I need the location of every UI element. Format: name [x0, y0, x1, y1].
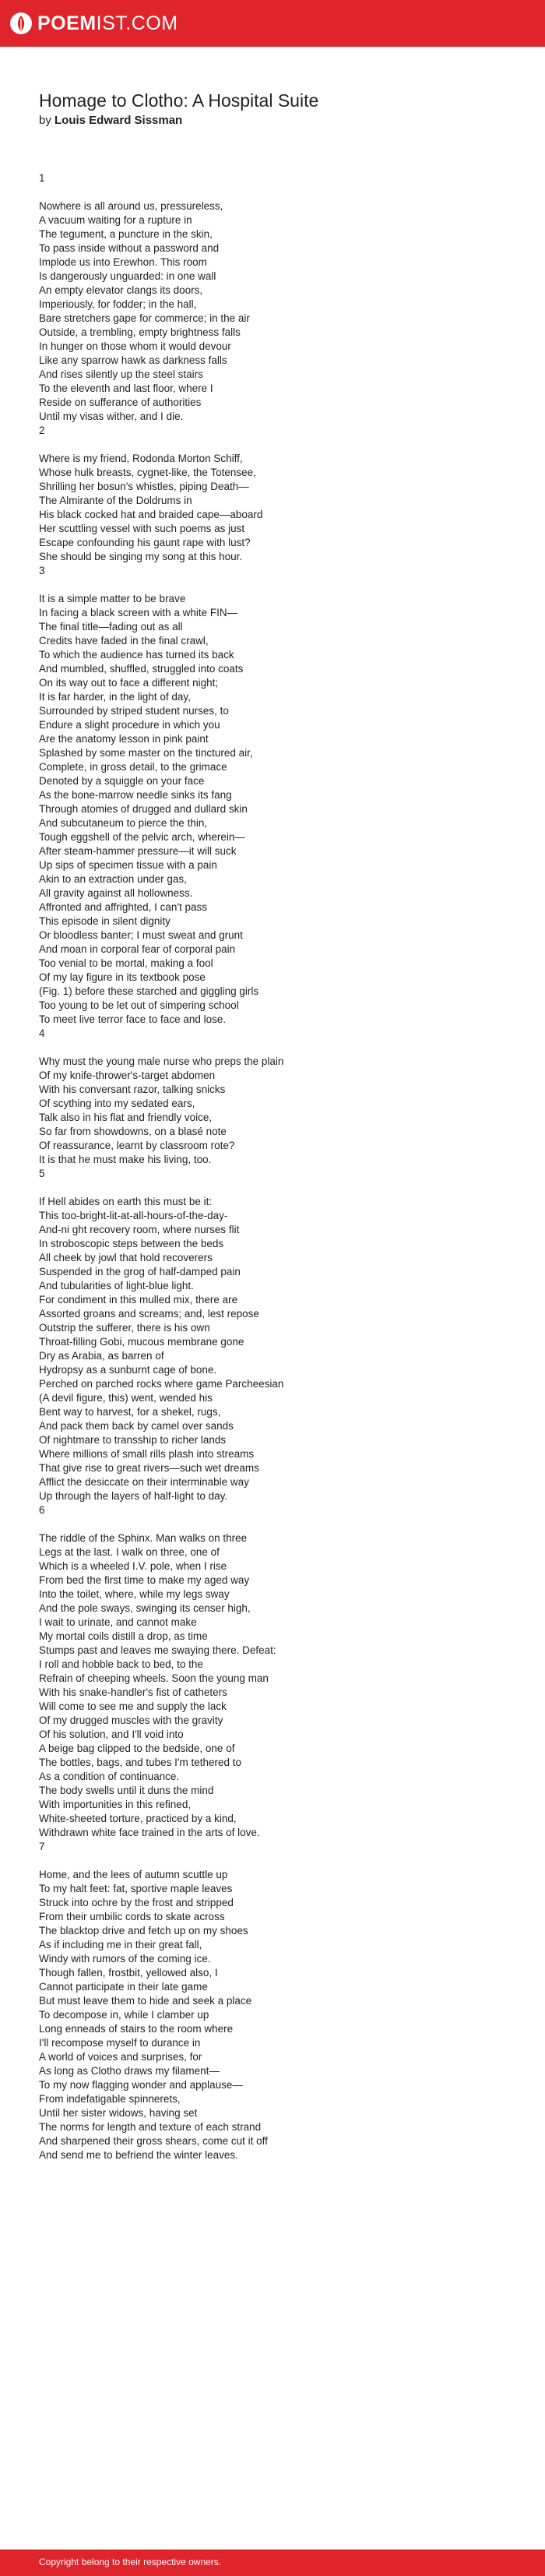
poem-line: (Fig. 1) before these starched and giggling girls: [39, 985, 259, 997]
poem-line: From their umbilic cords to skate across: [39, 1911, 225, 1922]
site-logo-text: POEMIST.COM: [37, 12, 178, 34]
section-number: 1: [39, 172, 45, 184]
poem-line: Until her sister widows, having set: [39, 2107, 198, 2119]
stanza-gap: [39, 185, 514, 199]
poem-line: And mumbled, shuffled, struggled into coats: [39, 663, 244, 675]
section-number: 5: [39, 1168, 45, 1179]
poem-line: Will come to see me and supply the lack: [39, 1700, 227, 1712]
poem-line: Up through the layers of half-light to day.: [39, 1490, 228, 1502]
poem-line: An empty elevator clangs its doors,: [39, 284, 203, 296]
poem-line: In stroboscopic steps between the beds: [39, 1238, 224, 1249]
poem-line: To my now flagging wonder and applause—: [39, 2079, 243, 2091]
stanza-gap: [39, 1517, 514, 1531]
poem-line: Withdrawn white face trained in the arts of love.: [39, 1827, 260, 1838]
site-logo[interactable]: [9, 10, 178, 37]
poem-line: Tough eggshell of the pelvic arch, wherein—: [39, 831, 245, 843]
poem-line: Windy with rumors of the coming ice.: [39, 1953, 211, 1965]
poem-line: Through atomies of drugged and dullard skin: [39, 803, 248, 815]
poem-line: Suspended in the grog of half-damped pain: [39, 1266, 241, 1277]
poem-line: Of nightmare to transship to richer lands: [39, 1434, 227, 1446]
author-link[interactable]: Louis Edward Sissman: [54, 114, 183, 127]
poem-line: In hunger on those whom it would devour: [39, 340, 231, 352]
poem-line: Long enneads of stairs to the room where: [39, 2023, 234, 2035]
poem-line: Of my drugged muscles with the gravity: [39, 1714, 223, 1726]
poem-line: And sharpened their gross shears, come cut it off: [39, 2135, 268, 2147]
poem-line: The riddle of the Sphinx. Man walks on three: [39, 1532, 248, 1544]
poem-line: Reside on sufferance of authorities: [39, 396, 202, 408]
poem-line: And tubularities of light-blue light.: [39, 1280, 194, 1292]
poem-line: With importunities in this refined,: [39, 1799, 192, 1810]
poem-line: So far from showdowns, on a blasé note: [39, 1126, 227, 1137]
poem-line: To which the audience has turned its back: [39, 649, 234, 661]
poem-line: To meet live terror face to face and lose.: [39, 1013, 227, 1025]
poem-line: Stumps past and leaves me swaying there. Defeat:: [39, 1644, 276, 1656]
poem-line: Why must the young male nurse who preps the plain: [39, 1055, 284, 1067]
poem-line: In facing a black screen with a white FIN—: [39, 607, 238, 618]
poem-line: Whose hulk breasts, cygnet-like, the Totensee,: [39, 467, 256, 478]
poem-line: Is dangerously unguarded: in one wall: [39, 270, 216, 282]
poem-line: It is that he must make his living, too.: [39, 1154, 212, 1165]
poem-line: Dry as Arabia, as barren of: [39, 1350, 164, 1362]
poem-line: Implode us into Erewhon. This room: [39, 256, 207, 268]
poem-line: His black cocked hat and braided cape—aboard: [39, 509, 263, 520]
section-number: 2: [39, 425, 45, 436]
poem-line: This too-bright-lit-at-all-hours-of-the-day-: [39, 1210, 228, 1221]
poem-line: After steam-hammer pressure—it will suck: [39, 845, 237, 857]
poem-line: Nowhere is all around us, pressureless,: [39, 200, 223, 212]
poem-line: And pack them back by camel over sands: [39, 1420, 234, 1432]
poem-line: And subcutaneum to pierce the thin,: [39, 817, 208, 829]
poem-line: Struck into ochre by the frost and stripped: [39, 1897, 234, 1908]
poem-line: Imperiously, for fodder; in the hall,: [39, 298, 197, 310]
poem-line: Too venial to be mortal, making a fool: [39, 957, 213, 969]
poem-line: Outstrip the sufferer, there is his own: [39, 1322, 210, 1334]
site-footer: [0, 2550, 545, 2576]
poem-line: White-sheeted torture, practiced by a kind,: [39, 1813, 237, 1824]
poem-line: All cheek by jowl that hold recoverers: [39, 1252, 213, 1263]
poem-line: Of scything into my sedated ears,: [39, 1098, 195, 1109]
poem-line: Of reassurance, learnt by classroom rote?: [39, 1140, 235, 1151]
poem-line: And send me to befriend the winter leaves.: [39, 2149, 238, 2161]
poem-line: From bed the first time to make my aged way: [39, 1574, 250, 1586]
poem-line: Into the toilet, where, while my legs sway: [39, 1588, 230, 1600]
copyright-notice: Copyright belong to their respective owners.: [39, 2557, 222, 2567]
poem-line: Credits have faded in the final crawl,: [39, 635, 209, 647]
poem-line: And the pole sways, swinging its censer high,: [39, 1602, 251, 1614]
poem-line: My mortal coils distill a drop, as time: [39, 1630, 208, 1642]
poem-line: Of his solution, and I'll void into: [39, 1728, 184, 1740]
poem-line: The final title—fading out as all: [39, 621, 183, 633]
poem-line: A vacuum waiting for a rupture in: [39, 214, 192, 226]
poem-line: And-ni ght recovery room, where nurses flit: [39, 1224, 240, 1235]
section-number: 4: [39, 1027, 45, 1039]
poem-line: Escape confounding his gaunt rape with lust?: [39, 537, 251, 548]
poem-line: With his conversant razor, talking snicks: [39, 1084, 226, 1095]
poem-line: All gravity against all hollowness.: [39, 887, 193, 899]
poem-line: Talk also in his flat and friendly voice,: [39, 1112, 213, 1123]
poem-line: Where is my friend, Rodonda Morton Schiff,: [39, 453, 243, 464]
poem-line: The Almirante of the Doldrums in: [39, 495, 192, 506]
poem-byline: [39, 114, 182, 127]
section-number: 6: [39, 1504, 45, 1516]
poem-line: It is far harder, in the light of day,: [39, 691, 191, 703]
site-header: [0, 0, 545, 47]
stanza-gap: [39, 578, 514, 592]
poem-line: (A devil figure, this) went, wended his: [39, 1392, 213, 1404]
poem-line: To decompose in, while I clamber up: [39, 2009, 209, 2021]
poem-line: The body swells until it duns the mind: [39, 1785, 214, 1796]
stanza-gap: [39, 1041, 514, 1055]
poem-line: A world of voices and surprises, for: [39, 2051, 202, 2063]
poem-line: Home, and the lees of autumn scuttle up: [39, 1869, 228, 1880]
poem-line: As long as Clotho draws my filament—: [39, 2065, 220, 2077]
poem-line: Akin to an extraction under gas,: [39, 873, 187, 885]
poem-line: Bare stretchers gape for commerce; in the air: [39, 312, 250, 324]
poem-line: For condiment in this mulled mix, there are: [39, 1294, 238, 1306]
poem-line: To my halt feet: fat, sportive maple leaves: [39, 1883, 233, 1894]
feather-logo-icon: [9, 12, 33, 35]
poem-line: The tegument, a puncture in the skin,: [39, 228, 213, 240]
poem-title: Homage to Clotho: A Hospital Suite: [39, 90, 319, 111]
poem-line: Which is a wheeled I.V. pole, when I rise: [39, 1560, 227, 1572]
poem-line: Afflict the desiccate on their interminable way: [39, 1476, 249, 1488]
poem-line: Splashed by some master on the tinctured air,: [39, 747, 253, 759]
poem-line: The norms for length and texture of each strand: [39, 2121, 262, 2133]
poem-line: Though fallen, frostbit, yellowed also, I: [39, 1967, 218, 1979]
poem-line: I wait to urinate, and cannot make: [39, 1616, 197, 1628]
poem-line: From indefatigable spinnerets,: [39, 2093, 181, 2105]
poem-line: Her scuttling vessel with such poems as just: [39, 523, 245, 534]
poem-line: The blacktop drive and fetch up on my shoes: [39, 1925, 248, 1936]
section-number: 3: [39, 565, 45, 576]
poem-line: On its way out to face a different night;: [39, 677, 219, 689]
poem-line: Outside, a trembling, empty brightness falls: [39, 326, 241, 338]
poem-line: Refrain of cheeping wheels. Soon the young man: [39, 1672, 269, 1684]
poem-line: Denoted by a squiggle on your face: [39, 775, 205, 787]
poem-line: Bent way to harvest, for a shekel, rugs,: [39, 1406, 221, 1418]
poem-line: As the bone-marrow needle sinks its fang: [39, 789, 232, 801]
poem-line: Until my visas wither, and I die.: [39, 411, 184, 422]
poem-line: As a condition of continuance.: [39, 1771, 180, 1782]
poem-line: I roll and hobble back to bed, to the: [39, 1658, 203, 1670]
poem-line: That give rise to great rivers—such wet dreams: [39, 1462, 259, 1474]
poem-line: And rises silently up the steel stairs: [39, 368, 203, 380]
poem-line: To the eleventh and last floor, where I: [39, 382, 213, 394]
poem-line: Shrilling her bosun's whistles, piping Death—: [39, 481, 249, 492]
poem-line: It is a simple matter to be brave: [39, 593, 186, 604]
section-number: 7: [39, 1841, 45, 1852]
poem-line: Hydropsy as a sunburnt cage of bone.: [39, 1364, 217, 1376]
poem-line: Up sips of specimen tissue with a pain: [39, 859, 217, 871]
poem-line: Of my lay figure in its textbook pose: [39, 971, 206, 983]
poem-line: Throat-filling Gobi, mucous membrane gone: [39, 1336, 244, 1348]
poem-line: Like any sparrow hawk as darkness falls: [39, 354, 227, 366]
poem-line: This episode in silent dignity: [39, 915, 171, 927]
poem-line: Assorted groans and screams; and, lest repose: [39, 1308, 259, 1320]
poem-line: With his snake-handler's fist of catheters: [39, 1686, 227, 1698]
poem-line: Are the anatomy lesson in pink paint: [39, 733, 209, 745]
poem-body: [39, 171, 514, 2162]
stanza-gap: [39, 1181, 514, 1195]
poem-line: And moan in corporal fear of corporal pain: [39, 943, 236, 955]
poem-line: Or bloodless banter; I must sweat and grunt: [39, 929, 243, 941]
poem-line: To pass inside without a password and: [39, 242, 220, 254]
poem-line: I'll recompose myself to durance in: [39, 2037, 201, 2049]
poem-line: As if including me in their great fall,: [39, 1939, 202, 1951]
by-label: by: [39, 114, 51, 127]
poem-line: The bottles, bags, and tubes I'm tethered to: [39, 1757, 241, 1768]
poem-line: Perched on parched rocks where game Parcheesian: [39, 1378, 284, 1390]
poem-line: Affronted and affrighted, I can't pass: [39, 901, 207, 913]
poem-line: Legs at the last. I walk on three, one of: [39, 1546, 220, 1558]
poem-line: Complete, in gross detail, to the grimace: [39, 761, 227, 773]
stanza-gap: [39, 438, 514, 452]
poem-line: But must leave them to hide and seek a place: [39, 1995, 252, 2007]
poem-line: Endure a slight procedure in which you: [39, 719, 220, 731]
poem-line: If Hell abides on earth this must be it:: [39, 1196, 213, 1207]
poem-line: Cannot participate in their late game: [39, 1981, 208, 1993]
stanza-gap: [39, 1854, 514, 1868]
poem-line: Of my knife-thrower's-target abdomen: [39, 1070, 216, 1081]
poem-line: A beige bag clipped to the bedside, one of: [39, 1743, 235, 1754]
poem-line: Where millions of small rills plash into streams: [39, 1448, 255, 1460]
poem-line: Too young to be let out of simpering school: [39, 999, 239, 1011]
poem-line: She should be singing my song at this hour.: [39, 551, 243, 562]
poem-line: Surrounded by striped student nurses, to: [39, 705, 229, 717]
